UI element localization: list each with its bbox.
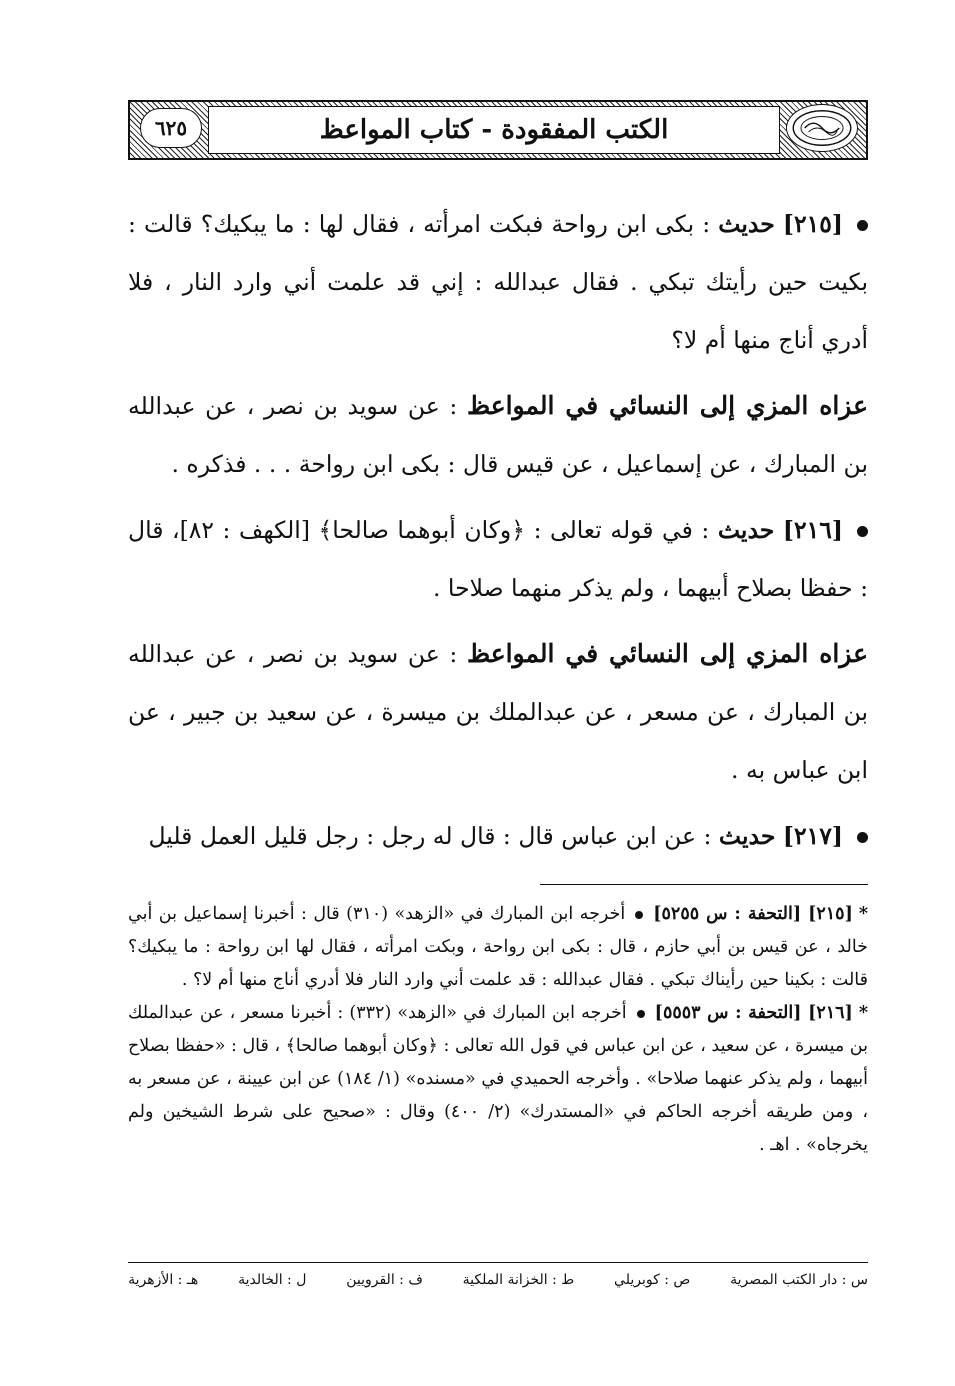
bullet-icon <box>857 220 868 231</box>
hadith-text: : في قوله تعالى : ﴿وكان أبوهما صالحا﴾ [الكهف : ٨٢]، قال : حفظا بصلاح أبيهما ، ولم يذكر منهما صلاحا . <box>128 516 868 602</box>
hadith-number: [٢١٥] <box>782 210 843 238</box>
footnote-215 <box>128 898 868 997</box>
attribution-lead: عزاه المزي إلى النسائي في المواعظ <box>466 391 868 420</box>
hadith-number: [٢١٦] <box>782 516 843 544</box>
attribution-216 <box>128 625 868 799</box>
page-header <box>128 100 868 160</box>
hadith-217 <box>128 807 868 865</box>
legend-item: ص : كوبريلي <box>614 1272 691 1288</box>
footnote-text: أخرجه ابن المبارك في «الزهد» (٣١٠) قال : أخبرنا إسماعيل بن أبي خالد ، عن قيس بن أبي حازم ، قال : بكى ابن رواحة ، وبكت امرأته ، فقال لها ابن رواحة : ما يبكيك؟ قالت : بكينا حين رأيناك تبكي . فقال عبدالله : قد علمت أني وارد النار فلا أدري أناج منها أم لا؟ . <box>128 904 868 990</box>
footnote-216 <box>128 997 868 1162</box>
footnotes <box>128 898 868 1162</box>
hadith-215 <box>128 195 868 369</box>
bullet-icon <box>857 526 868 537</box>
hadith-label: حديث <box>717 516 775 544</box>
running-title: الكتب المفقودة - كتاب المواعظ <box>319 115 669 145</box>
bullet-icon <box>635 911 643 919</box>
legend-separator <box>128 1262 868 1263</box>
bullet-icon <box>637 1010 645 1018</box>
main-text <box>128 195 868 873</box>
hadith-text: : عن ابن عباس قال : قال له رجل : رجل قليل العمل قليل <box>148 822 712 850</box>
page-number: ٦٢٥ <box>140 108 202 148</box>
legend-item: ف : القرويين <box>346 1272 423 1288</box>
hadith-label: حديث <box>718 210 775 238</box>
footnote-star: * <box>858 904 868 924</box>
legend-item: ل : الخالدية <box>238 1272 307 1288</box>
hadith-label: حديث <box>718 822 776 850</box>
bullet-icon <box>857 832 868 843</box>
footnote-separator <box>540 884 868 885</box>
attribution-text: : عن سويد بن نصر ، عن عبدالله بن المبارك ، عن مسعر ، عن عبدالملك بن ميسرة ، عن سعيد بن جبير ، عن ابن عباس به . <box>128 640 868 784</box>
legend-item: هـ : الأزهرية <box>128 1272 199 1288</box>
footnote-ref: [٢١٥] [التحفة : س ٥٢٥٥] <box>653 904 853 924</box>
hadith-number: [٢١٧] <box>782 822 843 850</box>
legend-item: س : دار الكتب المصرية <box>730 1272 868 1288</box>
ornamental-seal-icon <box>786 104 858 152</box>
hadith-text: : بكى ابن رواحة فبكت امرأته ، فقال لها : ما يبكيك؟ قالت : بكيت حين رأيتك تبكي . فقال عبدالله : إني قد علمت أني وارد النار ، فلا أدري أناج منها أم لا؟ <box>128 210 868 354</box>
footnote-text: أخرجه ابن المبارك في «الزهد» (٣٣٢) : أخبرنا مسعر ، عن عبدالملك بن ميسرة ، عن سعيد ، عن ابن عباس في قول الله تعالى : ﴿وكان أبوهما صالحا﴾ ، قال : «حفظا بصلاح أبيهما ، ولم يذكر عنهما صلاحا» . وأخرجه الحميدي في «مسنده» (١/ ١٨٤) عن ابن عيينة ، عن مسعر به ، ومن طريقه أخرجه الحاكم في «المستدرك» (٢/ ٤٠٠) وقال : «صحيح على شرط الشيخين ولم يخرجاه» . اهـ . <box>128 1003 868 1155</box>
header-title-box <box>208 106 780 154</box>
attribution-215 <box>128 377 868 493</box>
legend-item: ط : الخزانة الملكية <box>462 1272 575 1288</box>
attribution-text: : عن سويد بن نصر ، عن عبدالله بن المبارك ، عن إسماعيل ، عن قيس قال : بكى ابن رواحة . . . فذكره . <box>128 392 868 478</box>
manuscript-legend <box>128 1268 868 1292</box>
footnote-ref: [٢١٦] [التحفة : س ٥٥٥٣] <box>654 1003 853 1023</box>
footnote-star: * <box>858 1003 868 1023</box>
attribution-lead: عزاه المزي إلى النسائي في المواعظ <box>466 639 868 668</box>
hadith-216 <box>128 501 868 617</box>
